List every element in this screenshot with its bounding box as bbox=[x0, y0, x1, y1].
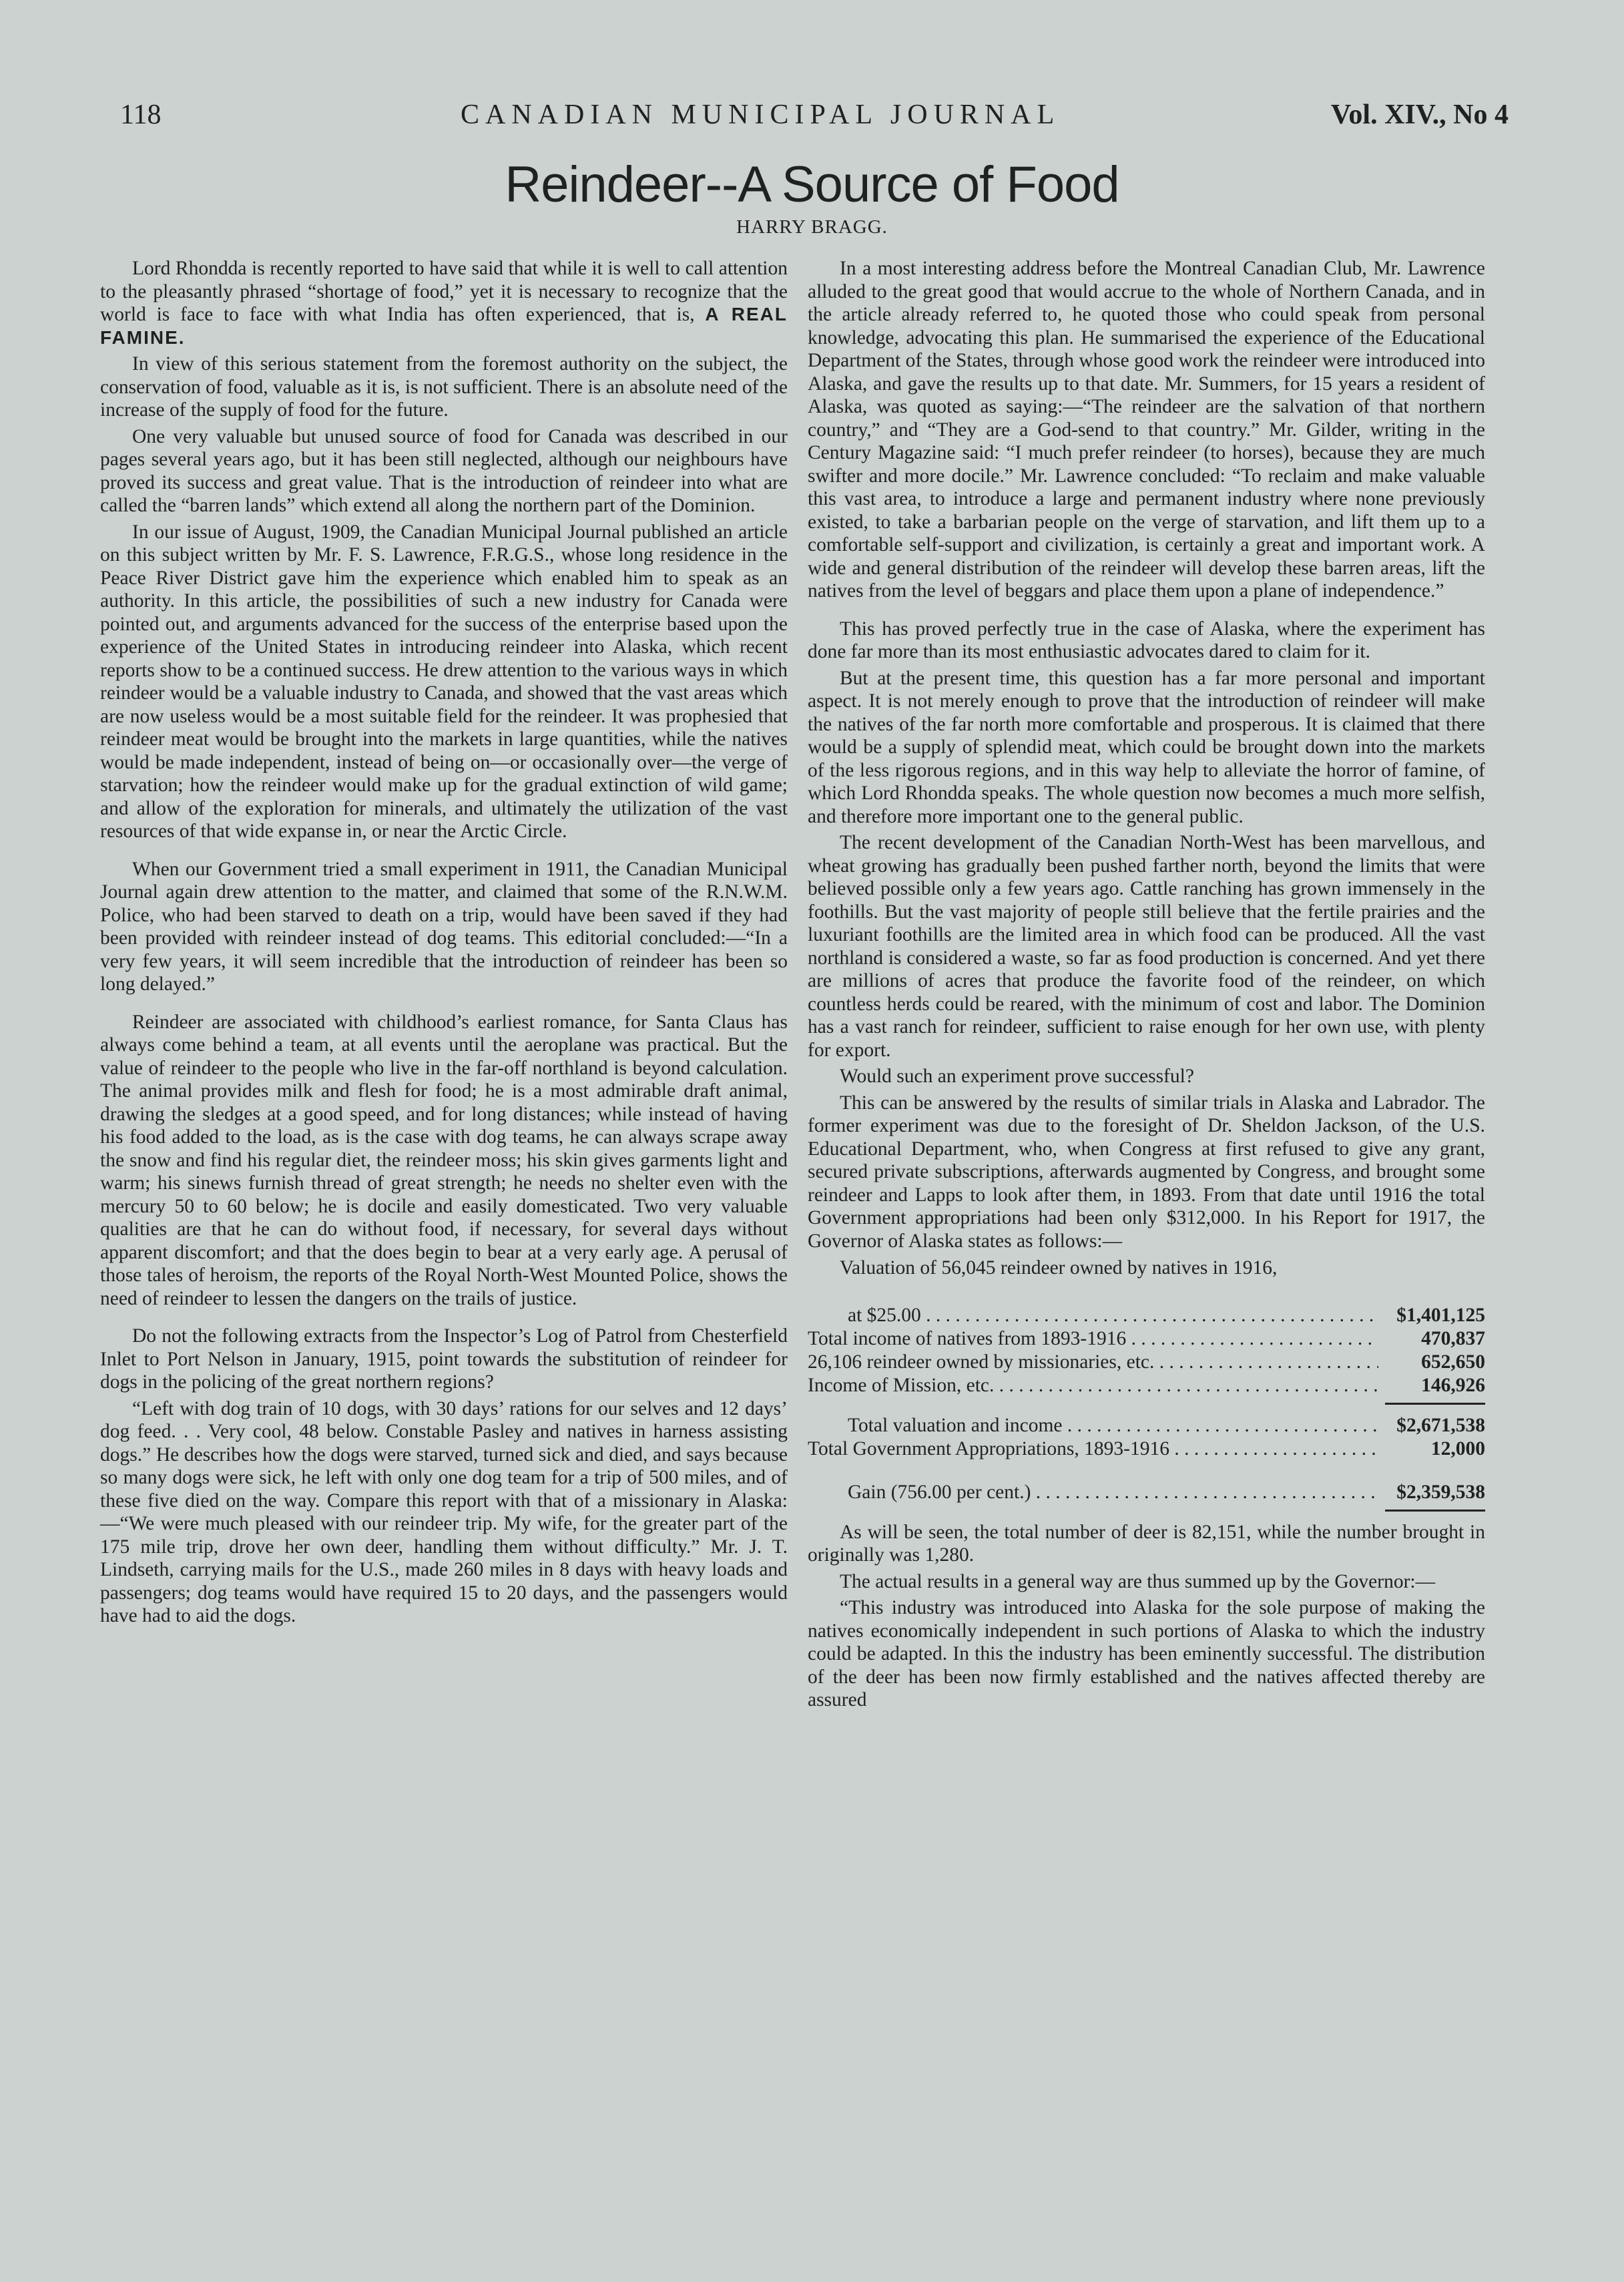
valuation-intro: Valuation of 56,045 reindeer owned by natives in 1916, bbox=[840, 1257, 1278, 1279]
row-label: at $25.00 . . . bbox=[808, 1304, 1378, 1327]
table-row bbox=[808, 1304, 1485, 1327]
paragraph: “Left with dog train of 10 dogs, with 30 days’ rations for our selves and 12 days’ dog feed. . . Very cool, 48 below. Constable Pasley and natives in harness assisting dogs.” He describes how the dogs were starved, turned sick and died, and says because so many dogs were sick, he left with only one dog team for a trip of 500 miles, and of these five died on the way. Compare this report with that of a missionary in Alaska:—“We were much pleased with our reindeer trip. My wife, for the greater part of the 175 mile trip, drove her own deer, handling them without difficulty.” Mr. J. T. Lindseth, carrying mails for the U.S., made 260 miles in 8 days with heavy loads and passengers; dog teams would have required 15 to 20 days, and the passengers would have had to aid the dogs. bbox=[100, 1397, 788, 1626]
running-head bbox=[113, 95, 1509, 135]
paragraph: When our Government tried a small experiment in 1911, the Canadian Municipal Journal again drew attention to the matter, and claimed that some of the R.N.W.M. Police, who had been starved to death on a trip, would have been saved if they had been provided with reindeer instead of dog teams. This editorial concluded:—“In a very few years, it will seem incredible that the introduction of reindeer has been so long delayed.” bbox=[100, 858, 788, 995]
table-row-gain bbox=[808, 1481, 1485, 1504]
paragraph: One very valuable but unused source of food for Canada was described in our pages several years ago, but it has been still neglected, although our neighbours have proved its success and great value. That is the introduction of reindeer into what are called the “barren lands” which extend all along the northern part of the Dominion. bbox=[100, 425, 788, 516]
volume-number: Vol. XIV., No 4 bbox=[1330, 99, 1509, 130]
paragraph: This has proved perfectly true in the case of Alaska, where the experiment has done far more than its most enthusiastic advocates dared to claim for it. bbox=[808, 618, 1485, 662]
table-spacer bbox=[808, 1461, 1485, 1481]
paragraph: In a most interesting address before the Montreal Canadian Club, Mr. Lawrence alluded to the great good that would accrue to the whole of Northern Canada, and in the article already referred to, he quoted those who could speak from personal knowledge, advocating this plan. He summarised the experience of the Educational Department of the States, through whose good work the reindeer were introduced into Alaska, and gave the results up to that date. Mr. Summers, for 15 years a resident of Alaska, was quoted as saying:—“The reindeer are the salvation of that northern country,” and “They are a God-send to that country.” Mr. Gilder, writing in the Century Magazine said: “I much prefer reindeer (to horses), because they are much swifter and more docile.” Mr. Lawrence concluded: “To reclaim and make valuable this vast area, to introduce a large and permanent industry where none previously existed, to take a barbarian people on the verge of starvation, and lift them up to a comfortable self-support and civilization, is certainly a great and important work. A wide and general distribution of the reindeer will develop these barren areas, lift the natives from the level of beggars and place them upon a plane of independence.” bbox=[808, 258, 1485, 602]
left-column bbox=[100, 257, 788, 1631]
row-label: Gain (756.00 per cent.) . . . bbox=[808, 1481, 1378, 1504]
valuation-table bbox=[808, 1257, 1485, 1512]
row-amount: 12,000 bbox=[1430, 1437, 1485, 1459]
row-label: Total valuation and income . . . bbox=[808, 1414, 1378, 1437]
paragraph: As will be seen, the total number of deer is 82,151, while the number brought in originally was 1,280. bbox=[808, 1521, 1485, 1566]
page-number: 118 bbox=[120, 99, 162, 130]
paragraph: Would such an experiment prove successful? bbox=[840, 1066, 1194, 1087]
table-row bbox=[808, 1437, 1485, 1461]
row-amount: $2,359,538 bbox=[1396, 1481, 1485, 1503]
row-amount: 470,837 bbox=[1421, 1327, 1485, 1349]
row-amount: 652,650 bbox=[1421, 1351, 1485, 1373]
row-label: 26,106 reindeer owned by missionaries, etc. . . . bbox=[808, 1351, 1378, 1374]
row-label: Total income of natives from 1893-1916 . . . bbox=[808, 1327, 1378, 1351]
paragraph-text: Lord Rhondda is recently reported to have said that while it is well to call attention to the pleasantly phrased “shortage of food,” yet it is necessary to recognize that the world is face to face with what India has often experienced, that is, bbox=[100, 258, 788, 325]
paragraph: This can be answered by the results of similar trials in Alaska and Labrador. The former experiment was due to the foresight of Dr. Sheldon Jackson, of the U.S. Educational Department, who, when Congress at first refused to give any grant, secured private subscriptions, afterwards augmented by Congress, and brought some reindeer and Lapps to look after them, in 1893. From that date until 1916 the total Government appropriations had been only $312,000. In his Report for 1917, the Governor of Alaska states as follows:— bbox=[808, 1092, 1485, 1252]
paragraph bbox=[100, 257, 788, 349]
emphasis-famine: A REAL FAMINE. bbox=[100, 304, 788, 348]
journal-name: CANADIAN MUNICIPAL JOURNAL bbox=[461, 99, 1061, 130]
article-title: Reindeer--A Source of Food bbox=[505, 156, 1119, 213]
row-amount: $1,401,125 bbox=[1396, 1304, 1485, 1326]
row-amount: 146,926 bbox=[1421, 1374, 1485, 1396]
sum-rule bbox=[1385, 1403, 1485, 1405]
paragraph: Do not the following extracts from the Inspector’s Log of Patrol from Chesterfield Inlet to Port Nelson in January, 1915, point towards the substitution of reindeer for dogs in the policing of the great northern regions? bbox=[100, 1325, 788, 1393]
paragraph: The recent development of the Canadian North-West has been marvellous, and wheat growing has gradually been pushed farther north, beyond the limits that were believed possible only a few years ago. Cattle ranching has grown immensely in the foothills. But the vast majority of people still believe that the fertile prairies and the luxuriant foothills are the limited area in which food can be produced. All the vast northland is considered a waste, so far as food production is concerned. And yet there are millions of acres that produce the favorite food of the reindeer, on which countless herds could be reared, with the minimum of cost and labor. The Dominion has a vast ranch for reindeer, sufficient to raise enough for her own use, with plenty for export. bbox=[808, 832, 1485, 1061]
paragraph: But at the present time, this question has a far more personal and important aspect. It is not merely enough to prove that the introduction of reindeer will make the natives of the far north more comfortable and prosperous. It is claimed that there would be a supply of splendid meat, which could be brought down into the markets of the less rigorous regions, and in this way help to alleviate the horror of famine, of which Lord Rhondda speaks. The whole question now becomes a much more selfish, and therefore more important one to the general public. bbox=[808, 667, 1485, 827]
table-row bbox=[808, 1327, 1485, 1351]
sum-rule bbox=[1385, 1510, 1485, 1512]
row-amount: $2,671,538 bbox=[1396, 1414, 1485, 1436]
paragraph: Reindeer are associated with childhood’s earliest romance, for Santa Claus has always come behind a team, at all events until the aeroplane was practical. But the value of reindeer to the people who live in the far-off northland is beyond calculation. The animal provides milk and flesh for food; he is a most admirable draft animal, drawing the sledges at a good speed, and for long distances; while instead of having his food added to the load, as is the case with dog teams, he can always scrape away the snow and find his regular diet, the reindeer moss; his skin gives garments light and warm; his sinews furnish thread of great strength; he needs no shelter even with the mercury 50 to 60 below; he is docile and easily domesticated. Two very valuable qualities are that he can do without food, if necessary, for several days without apparent discomfort; and that the does begin to bear at a very early age. A perusal of those tales of heroism, the reports of the Royal North-West Mounted Police, shows the need of reindeer to lessen the dangers on the trails of justice. bbox=[100, 1011, 788, 1309]
table-row bbox=[808, 1414, 1485, 1437]
table-row bbox=[808, 1374, 1485, 1397]
paragraph: In our issue of August, 1909, the Canadian Municipal Journal published an article on this subject written by Mr. F. S. Lawrence, F.R.G.S., whose long residence in the Peace River District gave him the experience which enabled him to speak as an authority. In this article, the possibilities of such a new industry for Canada were pointed out, and arguments advanced for the success of the enterprise based upon the experience of the United States in introducing reindeer into Alaska, which recent reports show to be a continued success. He drew attention to the various ways in which reindeer would be a valuable industry to Canada, and showed that the vast areas which are now useless would be a most suitable field for the reindeer. It was prophesied that reindeer meat would be brought into the markets in large quantities, while the natives would be made independent, instead of being on—or occasionally over—the verge of starvation; how the reindeer would make up for the gradual extinction of wild game; and allow of the exploration for minerals, and ultimately the utilization of the vast resources of that wide expanse in, or near the Arctic Circle. bbox=[100, 521, 788, 842]
paragraph: The actual results in a general way are thus summed up by the Governor:— bbox=[840, 1570, 1436, 1592]
table-row bbox=[808, 1351, 1485, 1374]
row-label: Total Government Appropriations, 1893-1916 . . . bbox=[808, 1437, 1378, 1461]
paragraph: In view of this serious statement from the foremost authority on the subject, the conservation of food, valuable as it is, is not sufficient. There is an absolute need of the increase of the supply of food for the future. bbox=[100, 353, 788, 421]
paragraph: “This industry was introduced into Alaska for the sole purpose of making the natives economically independent in such portions of Alaska to which the industry could be adapted. In this the industry has been eminently successful. The distribution of the deer has been now firmly established and the natives affected thereby are assured bbox=[808, 1597, 1485, 1710]
article-byline: HARRY BRAGG. bbox=[736, 216, 888, 238]
right-column bbox=[808, 257, 1485, 1715]
row-label: Income of Mission, etc. . . . bbox=[808, 1374, 1378, 1397]
